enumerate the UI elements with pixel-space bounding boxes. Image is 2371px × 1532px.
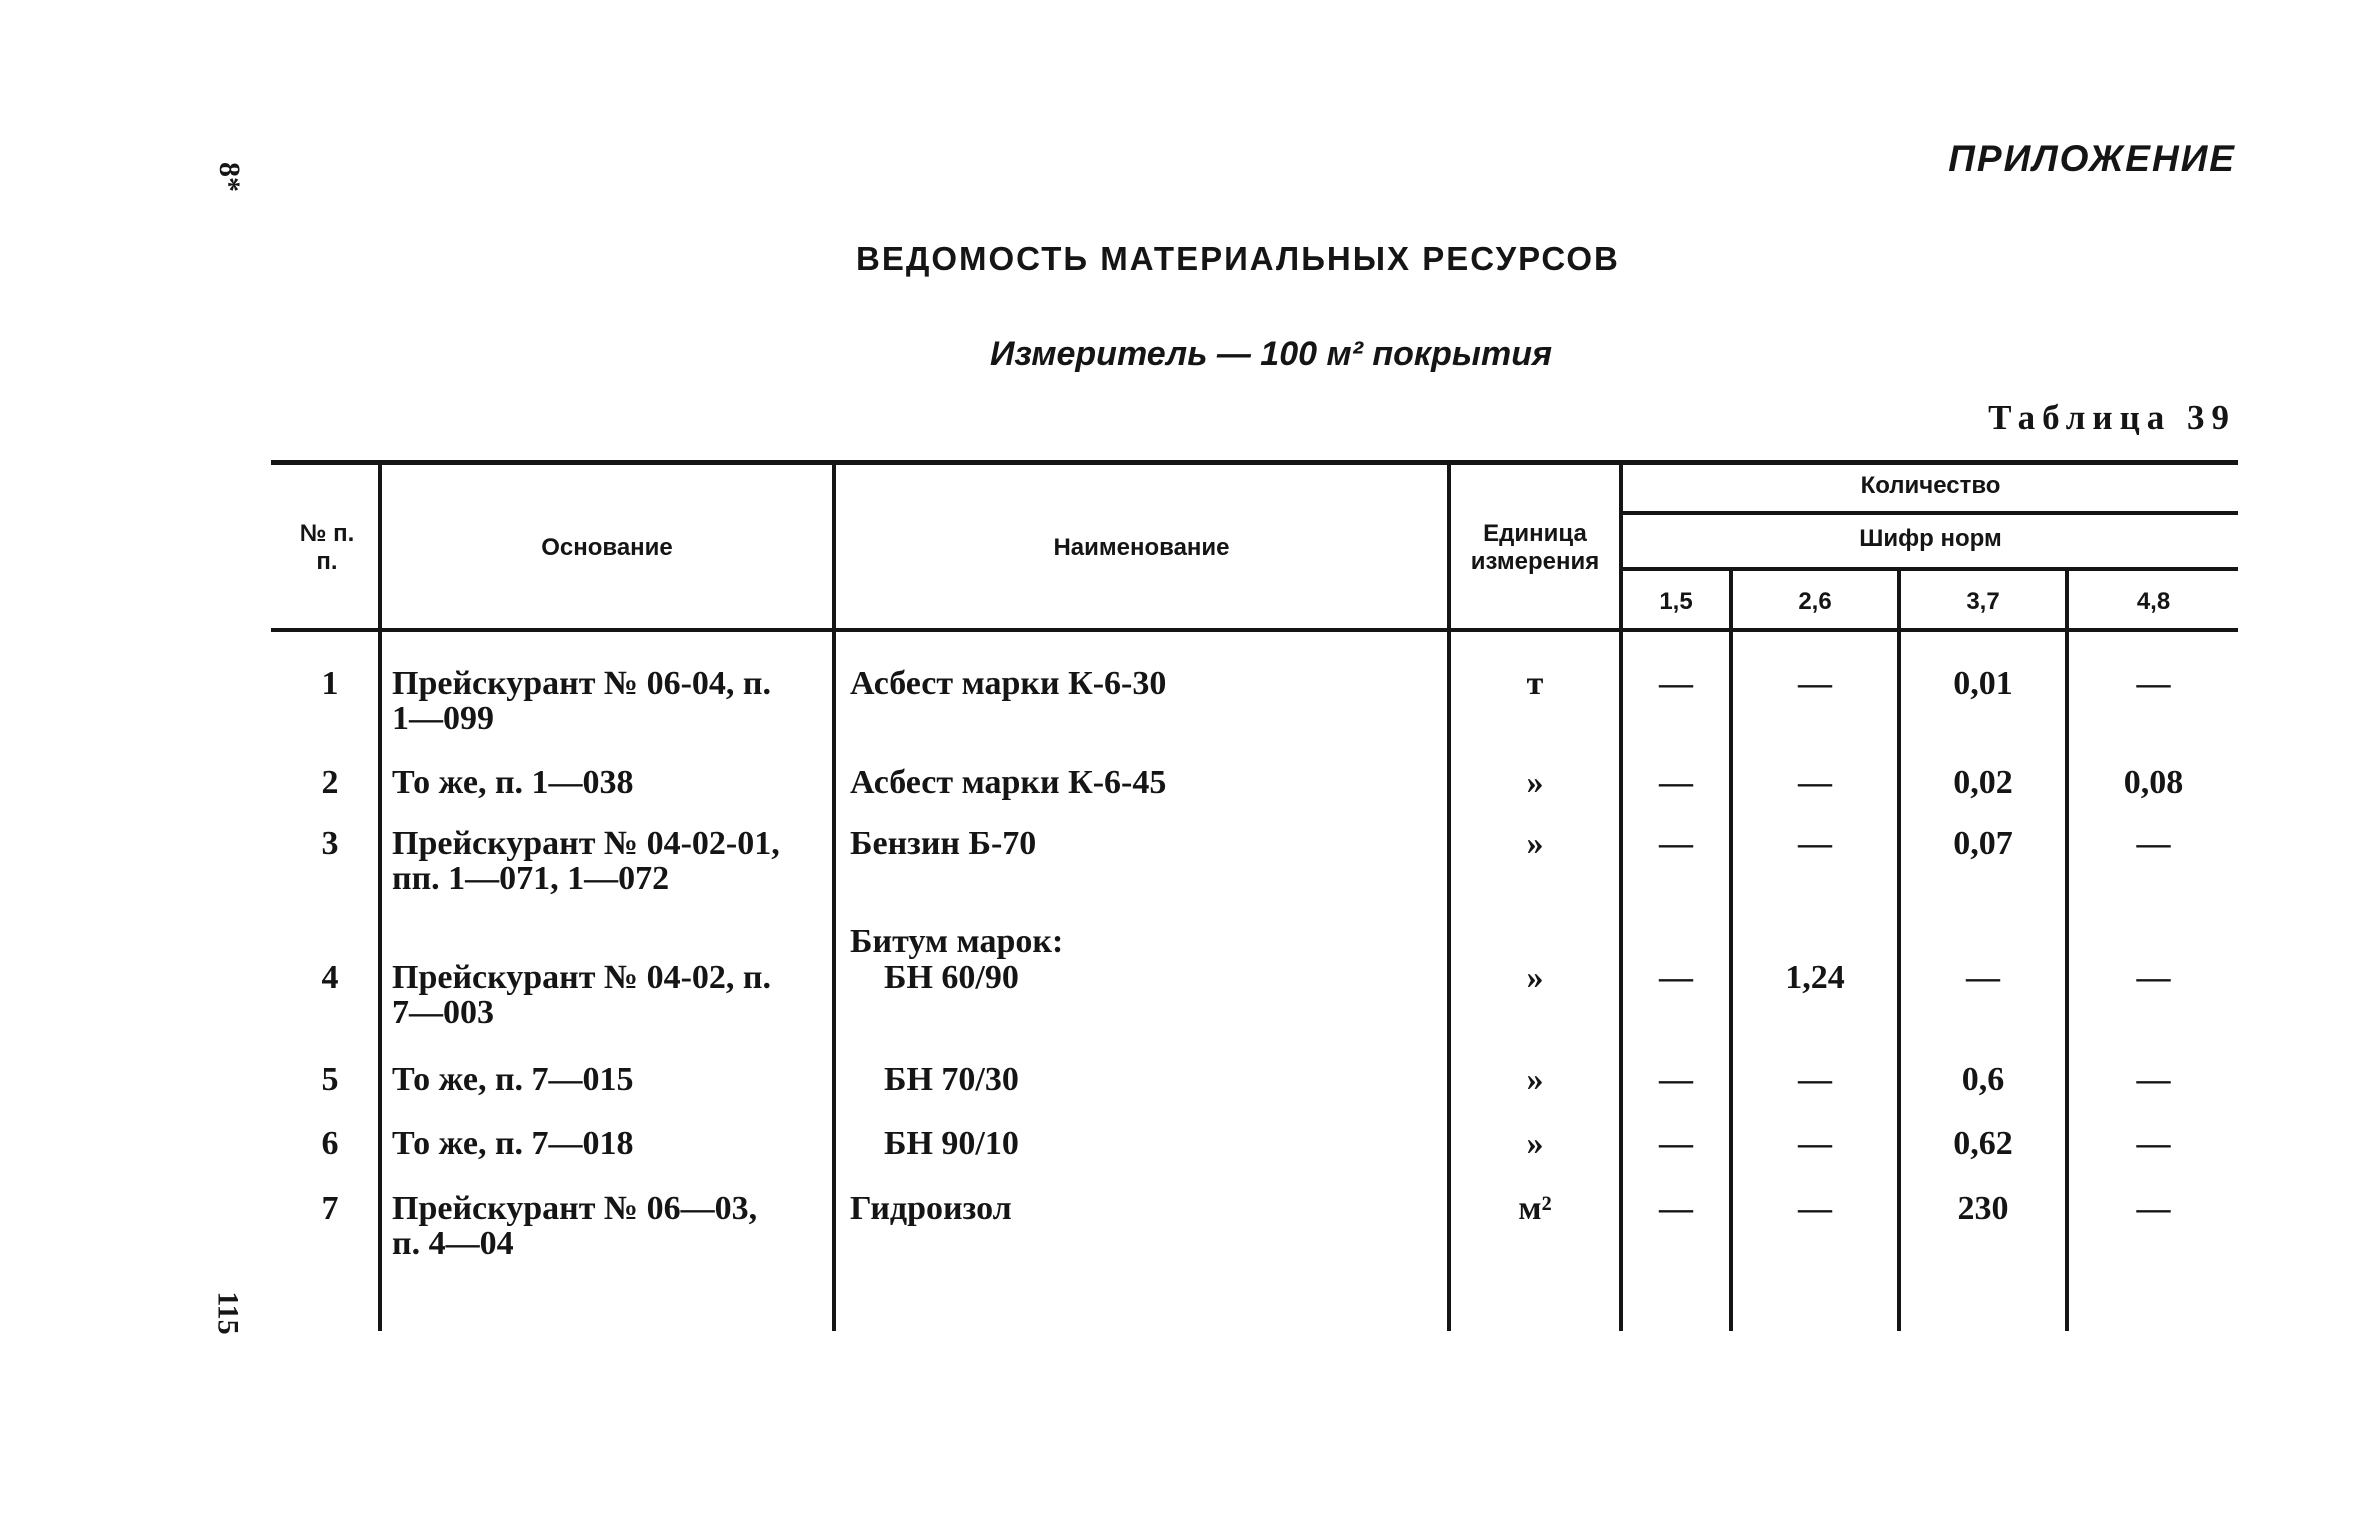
row-unit: т <box>1526 665 1544 702</box>
norm-code-header-rule <box>1623 567 2238 571</box>
row-quantity-4: — <box>2136 825 2171 862</box>
row-material-name: Бензин Б-70 <box>850 825 1037 862</box>
row-unit: » <box>1526 959 1544 996</box>
row-quantity-3: 0,6 <box>1961 1061 2005 1098</box>
row-unit: » <box>1526 1125 1544 1162</box>
row-quantity-4: — <box>2136 665 2171 702</box>
row-basis-line-2: пп. 1—071, 1—072 <box>392 860 670 897</box>
header-code-4-8: 4,8 <box>2136 588 2171 615</box>
row-material-name: БН 70/30 <box>884 1061 1019 1098</box>
row-basis-line-2: 7—003 <box>392 994 494 1031</box>
row-material-name: Асбест марки К-6-45 <box>850 764 1167 801</box>
header-quantity: Количество <box>1860 472 2001 499</box>
appendix-label: ПРИЛОЖЕНИЕ <box>1948 138 2236 179</box>
row-quantity-3: 0,01 <box>1953 665 2013 702</box>
header-name: Наименование <box>1053 534 1230 561</box>
column-divider <box>378 465 382 1331</box>
row-quantity-1: — <box>1659 959 1693 996</box>
page-side-number-bottom: 115 <box>211 1291 245 1335</box>
row-quantity-1: — <box>1659 825 1693 862</box>
row-quantity-1: — <box>1659 764 1693 801</box>
row-quantity-2: — <box>1798 1125 1832 1162</box>
row-number: 4 <box>321 959 339 996</box>
material-group-name: Битум марок: <box>850 923 1064 960</box>
row-material-name: БН 60/90 <box>884 959 1019 996</box>
header-code-1-5: 1,5 <box>1659 588 1693 615</box>
row-unit: » <box>1526 764 1544 801</box>
row-basis-line-1: То же, п. 7—018 <box>392 1125 634 1162</box>
row-quantity-1: — <box>1659 665 1693 702</box>
row-basis-line-2: 1—099 <box>392 700 494 737</box>
header-bottom-rule <box>271 628 2238 632</box>
row-basis-line-1: То же, п. 7—015 <box>392 1061 634 1098</box>
row-quantity-2: — <box>1798 1190 1832 1227</box>
row-quantity-3: 0,02 <box>1953 764 2013 801</box>
document-title: ВЕДОМОСТЬ МАТЕРИАЛЬНЫХ РЕСУРСОВ <box>856 240 1620 277</box>
column-divider <box>832 465 836 1331</box>
row-quantity-3: 0,07 <box>1953 825 2013 862</box>
header-basis: Основание <box>541 534 673 561</box>
header-unit: Единица измерения <box>1470 520 1600 575</box>
header-code-3-7: 3,7 <box>1966 588 2000 615</box>
header-code-2-6: 2,6 <box>1798 588 1832 615</box>
row-material-name: Асбест марки К-6-30 <box>850 665 1167 702</box>
row-quantity-4: — <box>2136 1190 2171 1227</box>
table-caption: Таблица 39 <box>1988 398 2236 437</box>
row-number: 3 <box>321 825 339 862</box>
row-unit: » <box>1526 825 1544 862</box>
row-quantity-1: — <box>1659 1125 1693 1162</box>
row-basis-line-1: То же, п. 1—038 <box>392 764 634 801</box>
row-quantity-4: — <box>2136 959 2171 996</box>
row-quantity-4: — <box>2136 1061 2171 1098</box>
row-number: 7 <box>321 1190 339 1227</box>
row-material-name: Гидроизол <box>850 1190 1012 1227</box>
row-number: 6 <box>321 1125 339 1162</box>
row-quantity-2: — <box>1798 1061 1832 1098</box>
page-side-number-top: 8* <box>213 162 246 192</box>
row-unit: » <box>1526 1061 1544 1098</box>
row-quantity-4: — <box>2136 1125 2171 1162</box>
row-material-name: БН 90/10 <box>884 1125 1019 1162</box>
table-top-rule <box>271 460 2238 465</box>
row-unit: м² <box>1518 1190 1552 1227</box>
row-basis-line-1: Прейскурант № 04-02, п. <box>392 959 772 996</box>
row-quantity-2: 1,24 <box>1785 959 1845 996</box>
row-number: 5 <box>321 1061 339 1098</box>
row-basis-line-2: п. 4—04 <box>392 1225 514 1262</box>
row-number: 1 <box>321 665 339 702</box>
row-quantity-2: — <box>1798 665 1832 702</box>
row-basis-line-1: Прейскурант № 06—03, <box>392 1190 758 1227</box>
measurement-subtitle: Измеритель — 100 м² покрытия <box>990 335 1552 373</box>
row-number: 2 <box>321 764 339 801</box>
row-basis-line-1: Прейскурант № 04-02-01, <box>392 825 780 862</box>
row-quantity-4: 0,08 <box>2123 764 2184 801</box>
row-quantity-3: — <box>1966 959 2000 996</box>
row-quantity-3: 230 <box>1957 1190 2009 1227</box>
quantity-header-rule <box>1623 511 2238 515</box>
row-quantity-1: — <box>1659 1061 1693 1098</box>
row-quantity-3: 0,62 <box>1953 1125 2013 1162</box>
header-row-number: № п. п. <box>299 520 355 575</box>
row-quantity-2: — <box>1798 764 1832 801</box>
header-norm-code: Шифр норм <box>1859 525 2002 552</box>
row-basis-line-1: Прейскурант № 06-04, п. <box>392 665 772 702</box>
row-quantity-2: — <box>1798 825 1832 862</box>
row-quantity-1: — <box>1659 1190 1693 1227</box>
